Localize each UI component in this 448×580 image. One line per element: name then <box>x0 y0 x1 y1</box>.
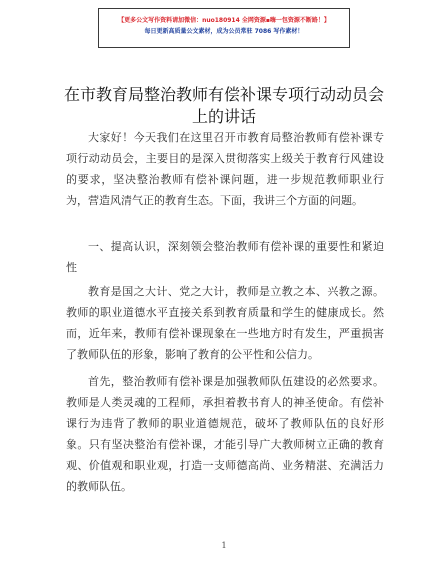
promo-banner-line-1: 【更多公文写作资料请加微信：nuo180914 全网资源▪嗨一包资源不断路！】 <box>118 17 330 24</box>
page-number: 1 <box>221 541 227 550</box>
promo-banner-line-2: 每日更新高质量公文素材，成为公员常驻 7086 写作素材！ <box>144 28 304 35</box>
section-heading-1: 一、提高认识，深刻领会整治教师有偿补课的重要性和紧迫性 <box>66 240 384 274</box>
document-title: 在市教育局整治教师有偿补课专项行动动员会上的讲话 <box>63 85 384 126</box>
paragraph-greeting: 大家好！今天我们在这里召开市教育局整治教师有偿补课专项行动动员会，主要目的是深入贯彻落实上级关于教育行风建设的要求，坚决整治教师有偿补课问题，进一步规范教师职业行为，营造风清气正的教育生态。下面，我讲三个方面的问题。 <box>66 131 384 207</box>
promo-banner <box>98 8 350 48</box>
paragraph-education-importance: 教育是国之大计、党之大计，教师是立教之本、兴教之源。教师的职业道德水平直接关系到教育质量和学生的健康成长。然而，近年来，教师有偿补课现象在一些地方时有发生，严重损害了教师队伍的形象，影响了教育的公平性和公信力。 <box>66 285 384 361</box>
paragraph-first-point: 首先，整治教师有偿补课是加强教师队伍建设的必然要求。教师是人类灵魂的工程师，承担着教书育人的神圣使命。有偿补课行为违背了教师的职业道德规范，破坏了教师队伍的良好形象。只有坚决整治有偿补课，才能引导广大教师树立正确的教育观、价值观和职业观，打造一支师德高尚、业务精湛、充满活力的教师队伍。 <box>66 375 384 493</box>
